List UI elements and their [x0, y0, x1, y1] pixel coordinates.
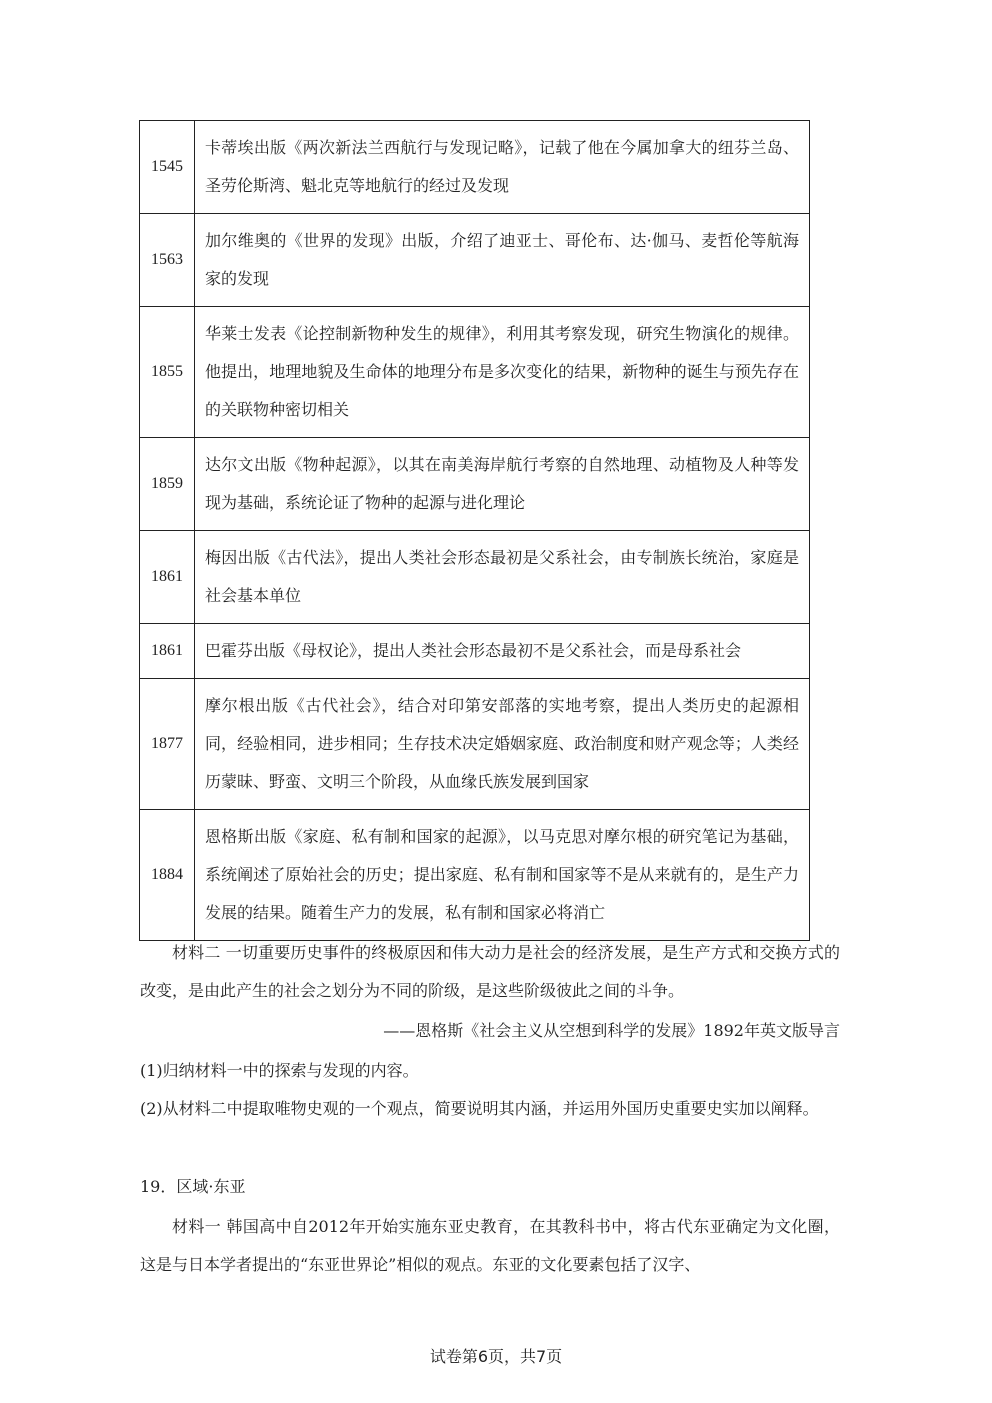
table-row — [140, 810, 810, 941]
year-cell: 1545 — [140, 121, 195, 214]
question-2: (2)从材料二中提取唯物史观的一个观点，简要说明其内涵，并运用外国历史重要史实加以阐释。 — [140, 1099, 819, 1118]
section-heading: 19．区域·东亚 — [140, 1177, 246, 1196]
content-cell: 恩格斯出版《家庭、私有制和国家的起源》，以马克思对摩尔根的研究笔记为基础，系统阐述了原始社会的历史；提出家庭、私有制和国家等不是从来就有的，是生产力发展的结果。随着生产力的发展，私有制和国家必将消亡 — [195, 810, 810, 941]
material2-source: ——恩格斯《社会主义从空想到科学的发展》1892年英文版导言 — [383, 1021, 840, 1040]
table-row — [140, 214, 810, 307]
table-row — [140, 438, 810, 531]
year-cell: 1861 — [140, 624, 195, 679]
content-cell: 达尔文出版《物种起源》，以其在南美海岸航行考察的自然地理、动植物及人种等发现为基础，系统论证了物种的起源与进化理论 — [195, 438, 810, 531]
material2-text: 材料二 一切重要历史事件的终极原因和伟大动力是社会的经济发展，是生产方式和交换方式的改变，是由此产生的社会之划分为不同的阶级，是这些阶级彼此之间的斗争。 — [140, 943, 840, 1000]
content-cell: 巴霍芬出版《母权论》，提出人类社会形态最初不是父系社会，而是母系社会 — [195, 624, 810, 679]
table-row — [140, 121, 810, 214]
year-cell: 1861 — [140, 531, 195, 624]
year-cell: 1884 — [140, 810, 195, 941]
table-row — [140, 679, 810, 810]
content-cell: 华莱士发表《论控制新物种发生的规律》，利用其考察发现，研究生物演化的规律。他提出，地理地貌及生命体的地理分布是多次变化的结果，新物种的诞生与预先存在的关联物种密切相关 — [195, 307, 810, 438]
content-cell: 梅因出版《古代法》，提出人类社会形态最初是父系社会，由专制族长统治，家庭是社会基本单位 — [195, 531, 810, 624]
table-row — [140, 531, 810, 624]
table-row — [140, 624, 810, 679]
content-cell: 加尔维奥的《世界的发现》出版，介绍了迪亚士、哥伦布、达·伽马、麦哲伦等航海家的发现 — [195, 214, 810, 307]
content-cell: 卡蒂埃出版《两次新法兰西航行与发现记略》，记载了他在今属加拿大的纽芬兰岛、圣劳伦斯湾、魁北克等地航行的经过及发现 — [195, 121, 810, 214]
year-cell: 1877 — [140, 679, 195, 810]
page-footer: 试卷第6页，共7页 — [429, 1347, 563, 1366]
year-cell: 1855 — [140, 307, 195, 438]
section19-material1: 材料一 韩国高中自2012年开始实施东亚史教育，在其教科书中，将古代东亚确定为文化圈，这是与日本学者提出的“东亚世界论”相似的观点。东亚的文化要素包括了汉字、 — [140, 1217, 840, 1274]
history-table — [139, 120, 810, 941]
content-cell: 摩尔根出版《古代社会》，结合对印第安部落的实地考察，提出人类历史的起源相同，经验相同，进步相同；生存技术决定婚姻家庭、政治制度和财产观念等；人类经历蒙昧、野蛮、文明三个阶段，从血缘氏族发展到国家 — [195, 679, 810, 810]
table-row — [140, 307, 810, 438]
year-cell: 1563 — [140, 214, 195, 307]
year-cell: 1859 — [140, 438, 195, 531]
question-1: (1)归纳材料一中的探索与发现的内容。 — [140, 1061, 419, 1080]
